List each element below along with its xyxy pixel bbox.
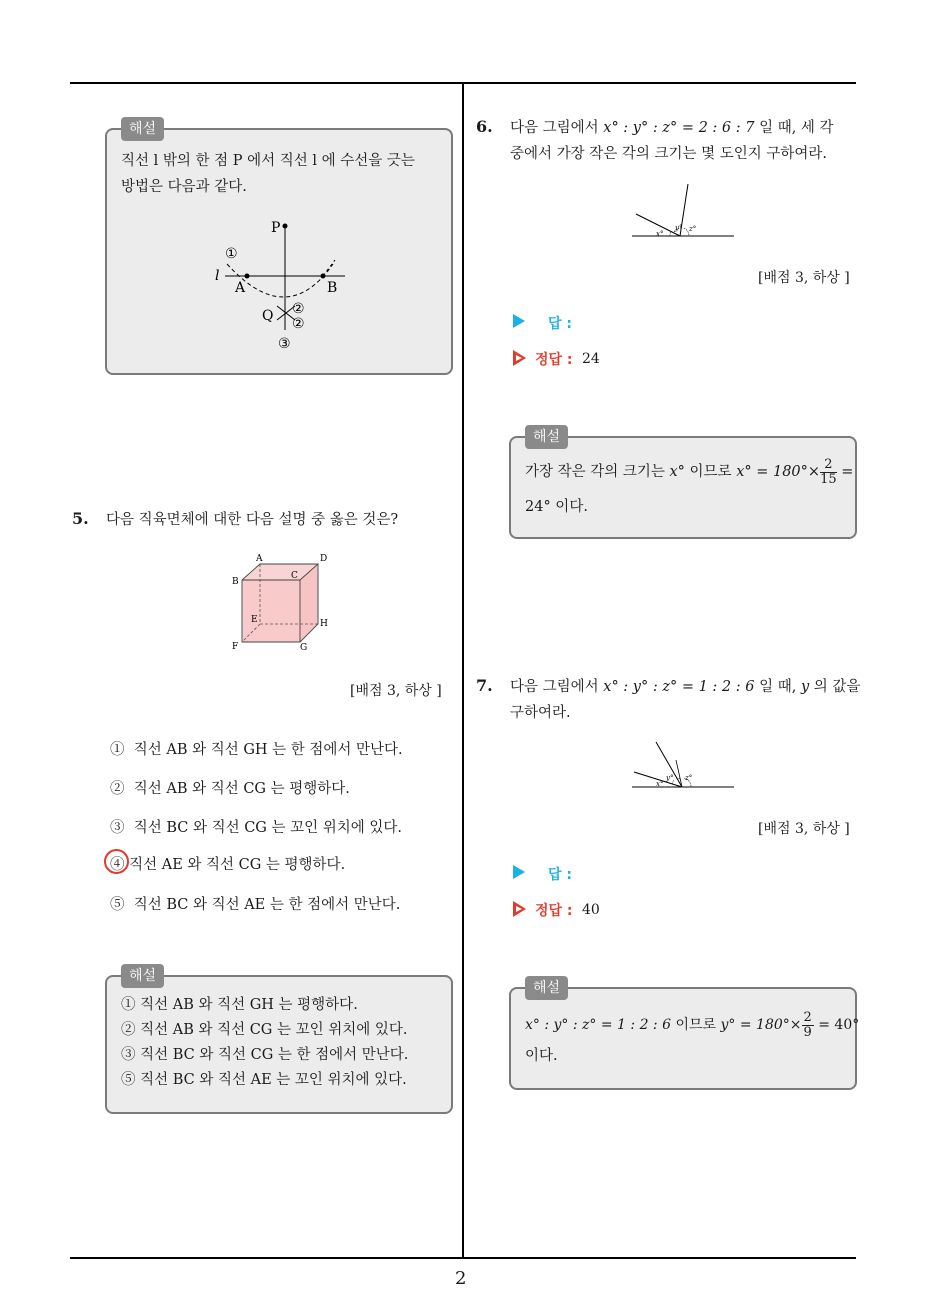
question-7-line1: 다음 그림에서 x° : y° : z° = 1 : 2 : 6 일 때, y 의 값을 <box>510 679 861 695</box>
arc-tail <box>323 260 335 276</box>
option-mark: ⑤ <box>110 897 125 913</box>
bottom-rule <box>70 1257 856 1259</box>
explanation-line: 이다. <box>525 1048 558 1064</box>
option-2[interactable] <box>110 777 350 798</box>
question-5-score: [배점 3, 하상 ] <box>350 683 442 699</box>
point-P <box>283 224 288 229</box>
column-divider <box>462 84 464 1258</box>
option-text: 직선 AB 와 직선 CG 는 평행하다. <box>133 781 350 797</box>
angle-z: z° <box>685 774 693 782</box>
label-step-3: ③ <box>278 336 291 352</box>
option-mark: ① <box>110 742 125 758</box>
explanation-line: x° : y° : z° = 1 : 2 : 6 이므로 y° = 180°× $\frac{2}{9}$ = 40° <box>525 1009 860 1040</box>
explanation-line: 가장 작은 각의 크기는 x° 이므로 x° = 180°× $\frac{2}{15}$ = <box>525 456 854 487</box>
correct-label: 정답 : <box>535 352 573 368</box>
explanation-tag: 해설 <box>121 117 164 141</box>
option-text: 직선 BC 와 직선 AE 는 한 점에서 만난다. <box>133 897 401 913</box>
vertex-D: D <box>320 554 328 564</box>
point-A <box>245 274 250 279</box>
cuboid-figure <box>226 548 336 654</box>
label-Q: Q <box>262 308 274 324</box>
explanation-line: ③ 직선 BC 와 직선 CG 는 한 점에서 만난다. <box>121 1047 409 1063</box>
explanation-line: 직선 l 밖의 한 점 P 에서 직선 l 에 수선을 긋는 <box>121 153 415 169</box>
vertex-E: E <box>251 615 258 625</box>
correct-value: 24 <box>582 351 600 367</box>
question-number-6: 6. <box>476 117 493 136</box>
angle-y: y° <box>666 774 674 782</box>
label-A: A <box>235 280 246 296</box>
explanation-line: ② 직선 AB 와 직선 CG 는 꼬인 위치에 있다. <box>121 1022 408 1038</box>
option-3[interactable] <box>110 816 402 837</box>
question-6-line1: 다음 그림에서 x° : y° : z° = 2 : 6 : 7 일 때, 세 각 <box>510 120 834 136</box>
explanation-tag: 해설 <box>121 964 164 988</box>
explanation-box-q6 <box>509 429 857 539</box>
question-6-line2: 중에서 가장 작은 각의 크기는 몇 도인지 구하여라. <box>510 146 828 162</box>
angle-figure-q7 <box>628 738 738 792</box>
angle-x: x° <box>656 230 664 238</box>
label-step-2a: ② <box>292 301 305 317</box>
option-text: 직선 AE 와 직선 CG 는 평행하다. <box>129 857 346 873</box>
angle-figure-q6 <box>628 182 738 242</box>
fraction: $\frac{2}{9}$ <box>803 1009 812 1040</box>
explanation-tag: 해설 <box>525 425 568 449</box>
vertex-B: B <box>232 577 239 587</box>
answer-label: 답 : <box>548 316 572 332</box>
label-P: P <box>271 220 281 236</box>
explanation-box-perpendicular <box>105 121 453 375</box>
answer-label: 답 : <box>548 867 572 883</box>
vertex-H: H <box>320 619 328 629</box>
option-4[interactable] <box>110 853 345 874</box>
explanation-line: ① 직선 AB 와 직선 GH 는 평행하다. <box>121 997 358 1013</box>
perpendicular-construction-figure <box>107 130 451 373</box>
question-5-text: 다음 직육면체에 대한 다음 설명 중 옳은 것은? <box>106 512 399 528</box>
angle-z: z° <box>689 225 697 233</box>
question-6-score: [배점 3, 하상 ] <box>758 270 850 286</box>
ratio-expression: x° : y° : z° = 2 : 6 : 7 <box>603 120 755 136</box>
vertex-F: F <box>232 642 239 652</box>
label-B: B <box>327 280 338 296</box>
option-text: 직선 BC 와 직선 CG 는 꼬인 위치에 있다. <box>133 820 402 836</box>
option-1[interactable] <box>110 738 403 759</box>
label-step-1: ① <box>225 246 238 262</box>
page-number: 2 <box>455 1268 467 1289</box>
label-l: l <box>215 268 220 284</box>
option-mark: ② <box>110 781 125 797</box>
answer-arrow-icon <box>513 865 525 879</box>
vertex-G: G <box>300 643 308 653</box>
vertex-A: A <box>256 554 263 564</box>
option-5[interactable] <box>110 893 400 914</box>
selected-answer-circle <box>104 849 129 874</box>
question-number-7: 7. <box>476 676 493 695</box>
explanation-line: 24° 이다. <box>525 499 588 515</box>
option-mark: ③ <box>110 820 125 836</box>
explanation-tag: 해설 <box>525 976 568 1000</box>
correct-label: 정답 : <box>535 903 573 919</box>
question-7-score: [배점 3, 하상 ] <box>758 821 850 837</box>
option-text: 직선 AB 와 직선 GH 는 한 점에서 만난다. <box>133 742 403 758</box>
explanation-box-q5 <box>105 968 453 1114</box>
answer-arrow-icon <box>513 314 525 328</box>
fraction: $\frac{2}{15}$ <box>820 456 837 487</box>
question-7-line2: 구하여라. <box>510 705 571 721</box>
angle-x: x° <box>656 780 664 788</box>
ratio-expression: x° : y° : z° = 1 : 2 : 6 <box>603 679 755 695</box>
label-step-2b: ② <box>292 316 305 332</box>
point-B <box>321 274 326 279</box>
explanation-line: 방법은 다음과 같다. <box>121 179 247 195</box>
correct-value: 40 <box>582 902 600 918</box>
vertex-C: C <box>291 571 298 581</box>
explanation-box-q7 <box>509 980 860 1090</box>
angle-y: y° <box>675 224 683 232</box>
explanation-line: ⑤ 직선 BC 와 직선 AE 는 꼬인 위치에 있다. <box>121 1072 407 1088</box>
option-mark: ④ <box>110 857 125 873</box>
question-number-5: 5. <box>72 509 89 528</box>
